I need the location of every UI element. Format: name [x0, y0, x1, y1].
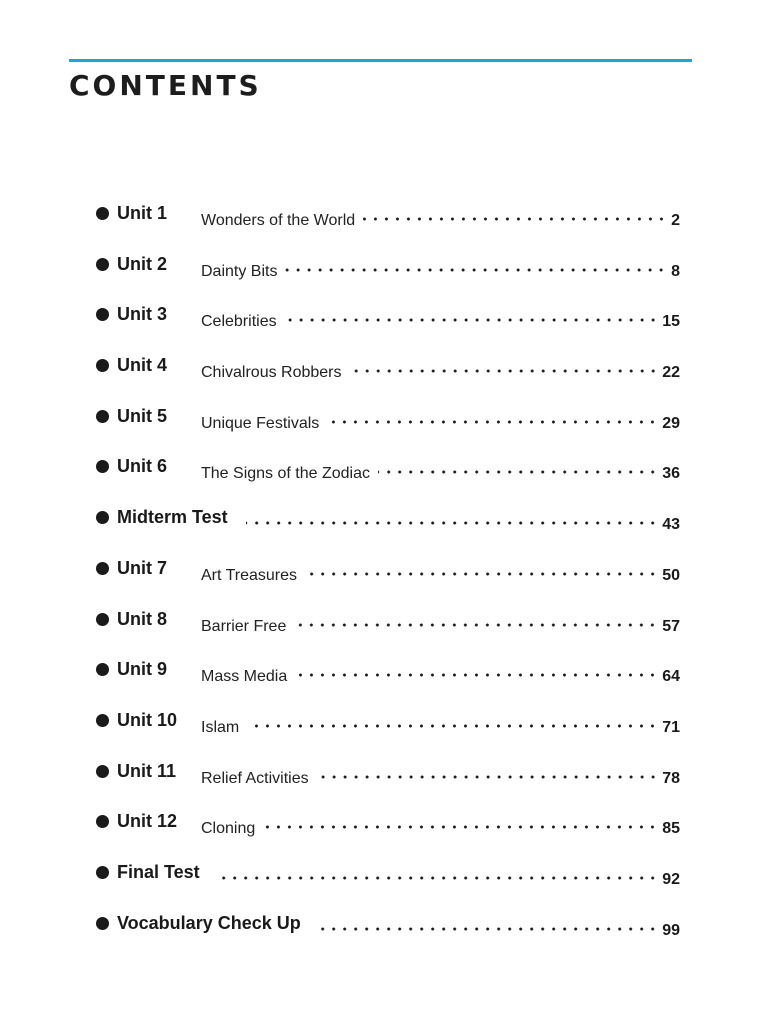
toc-unit-label: Unit 8: [117, 608, 168, 629]
toc-topic-title: Cloning: [201, 820, 256, 838]
dot-leader: [363, 203, 667, 225]
toc-page-number: 64: [662, 668, 680, 686]
header-rule: [69, 59, 692, 62]
toc-leader-line: [201, 609, 680, 635]
toc-unit-label: Unit 6: [117, 456, 168, 477]
page-title: CONTENTS: [69, 69, 262, 102]
toc-row[interactable]: [96, 449, 680, 500]
toc-leader-line: [201, 558, 680, 584]
toc-row[interactable]: [96, 804, 680, 855]
toc-leader-line: [201, 659, 680, 686]
toc-unit-label: Unit 10: [117, 709, 178, 730]
toc-page-number: 92: [662, 870, 680, 888]
toc-page-number: 43: [662, 516, 680, 534]
toc-row[interactable]: [96, 297, 680, 348]
toc-page-number: 85: [662, 820, 680, 838]
toc-topic-title: Celebrities: [201, 313, 277, 331]
dot-leader: [218, 862, 658, 884]
bullet-icon: [96, 258, 109, 271]
toc-unit-label: Unit 1: [117, 203, 168, 223]
toc-row[interactable]: [96, 247, 680, 298]
toc-unit-label: Unit 2: [117, 253, 168, 274]
table-of-contents: [96, 196, 680, 956]
toc-unit-label: Unit 3: [117, 304, 168, 325]
toc-row[interactable]: [96, 196, 680, 247]
toc-unit-label: Midterm Test: [117, 507, 228, 528]
toc-topic-title: Wonders of the World: [201, 212, 356, 229]
dot-leader: [247, 710, 658, 732]
bullet-icon: [96, 562, 109, 575]
toc-page-number: 36: [662, 465, 680, 483]
toc-leader-line: [201, 710, 680, 736]
dot-leader: [285, 254, 667, 276]
toc-row[interactable]: [96, 652, 680, 703]
dot-leader: [285, 304, 659, 326]
toc-page-number: 78: [662, 769, 680, 787]
toc-topic-title: Unique Festivals: [201, 414, 320, 432]
toc-unit-label: Unit 11: [117, 760, 177, 781]
toc-page-number: 29: [662, 414, 680, 432]
toc-leader-line: [201, 811, 680, 838]
toc-leader-line: [201, 761, 680, 787]
toc-leader-line: [201, 254, 680, 280]
toc-leader-line: [201, 203, 680, 229]
dot-leader: [246, 507, 658, 529]
toc-row[interactable]: [96, 399, 680, 450]
dot-leader: [319, 913, 658, 935]
toc-leader-line: [201, 406, 680, 432]
dot-leader: [327, 406, 658, 428]
toc-leader-line: [311, 913, 680, 939]
dot-leader: [350, 355, 659, 377]
bullet-icon: [96, 663, 109, 676]
toc-topic-title: Dainty Bits: [201, 262, 278, 280]
toc-row[interactable]: [96, 703, 680, 754]
toc-leader-line: [201, 456, 680, 483]
dot-leader: [305, 558, 658, 580]
bullet-icon: [96, 714, 109, 727]
toc-row[interactable]: [96, 855, 680, 906]
toc-unit-label: Unit 12: [117, 811, 178, 832]
toc-row[interactable]: [96, 754, 680, 805]
dot-leader: [317, 761, 659, 783]
toc-page-number: 99: [662, 921, 680, 939]
toc-page-number: 2: [671, 212, 680, 229]
toc-page-number: 50: [662, 566, 680, 584]
bullet-icon: [96, 815, 109, 828]
bullet-icon: [96, 511, 109, 524]
toc-page-number: 57: [662, 617, 680, 635]
bullet-icon: [96, 613, 109, 626]
bullet-icon: [96, 207, 109, 220]
toc-unit-label: Unit 4: [117, 355, 168, 376]
toc-row[interactable]: [96, 551, 680, 602]
toc-topic-title: Relief Activities: [201, 769, 309, 787]
toc-topic-title: Mass Media: [201, 668, 288, 686]
toc-row[interactable]: [96, 500, 680, 551]
bullet-icon: [96, 410, 109, 423]
toc-row[interactable]: [96, 348, 680, 399]
toc-topic-title: The Signs of the Zodiac: [201, 465, 370, 483]
bullet-icon: [96, 359, 109, 372]
bullet-icon: [96, 866, 109, 879]
bullet-icon: [96, 308, 109, 321]
toc-unit-label: Unit 7: [117, 557, 168, 578]
bullet-icon: [96, 917, 109, 930]
bullet-icon: [96, 460, 109, 473]
toc-row[interactable]: [96, 602, 680, 653]
toc-page-number: 15: [662, 313, 680, 331]
toc-unit-label: Vocabulary Check Up: [117, 912, 301, 933]
toc-leader-line: [201, 304, 680, 331]
toc-topic-title: Islam: [201, 718, 240, 736]
toc-leader-line: [210, 862, 680, 888]
toc-leader-line: [201, 355, 680, 382]
toc-leader-line: [238, 507, 680, 534]
toc-row[interactable]: [96, 906, 680, 957]
dot-leader: [378, 456, 658, 478]
toc-page-number: 8: [671, 262, 680, 280]
toc-topic-title: Barrier Free: [201, 617, 287, 635]
dot-leader: [295, 659, 658, 681]
toc-topic-title: Art Treasures: [201, 566, 298, 584]
bullet-icon: [96, 765, 109, 778]
toc-unit-label: Unit 9: [117, 659, 168, 680]
toc-unit-label: Final Test: [117, 861, 200, 882]
dot-leader: [263, 811, 658, 833]
toc-page-number: 71: [662, 718, 680, 736]
toc-page-number: 22: [662, 364, 680, 382]
dot-leader: [294, 609, 658, 631]
toc-unit-label: Unit 5: [117, 405, 168, 426]
toc-topic-title: Chivalrous Robbers: [201, 364, 342, 382]
